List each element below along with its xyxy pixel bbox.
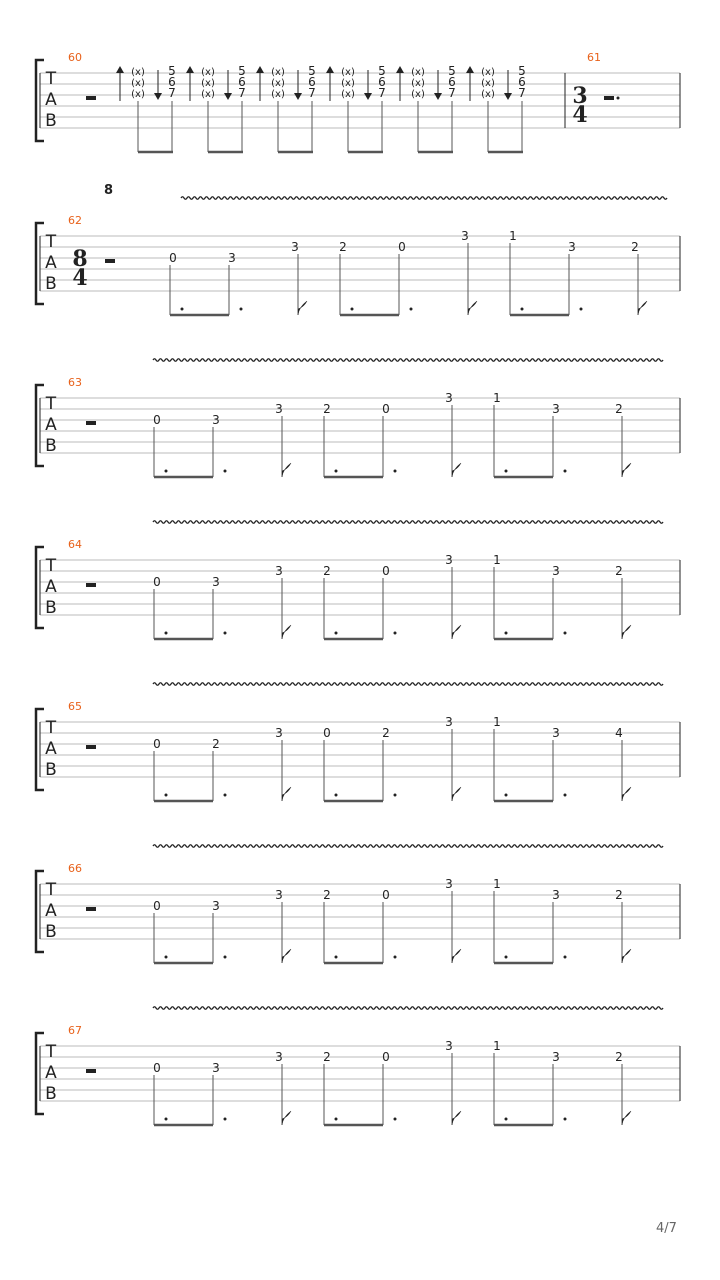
dot: [335, 632, 338, 635]
fret-number: 0: [169, 251, 177, 265]
dot: [505, 632, 508, 635]
fret-number: 0: [153, 1061, 161, 1075]
fret-number: 0: [382, 564, 390, 578]
fret-number: 0: [153, 737, 161, 751]
fret-number: 7: [518, 86, 526, 100]
fret-number: 3: [552, 888, 560, 902]
downstroke-arrowhead: [154, 93, 162, 100]
dot: [394, 1118, 397, 1121]
vibrato-line: [153, 521, 663, 524]
rest: [604, 96, 614, 100]
dot: [564, 956, 567, 959]
tab-clef-letter: A: [45, 577, 57, 597]
fret-number: 3: [552, 1050, 560, 1064]
time-signature-bottom: 4: [572, 102, 588, 128]
fret-number: 3: [275, 402, 283, 416]
dot: [564, 794, 567, 797]
upstroke-arrowhead: [466, 66, 474, 73]
measure-number: 61: [587, 51, 601, 64]
fret-number: 7: [448, 86, 456, 100]
fret-number: 0: [323, 726, 331, 740]
measure-number: 66: [68, 862, 82, 875]
muted-note: (x): [481, 67, 495, 78]
muted-note: (x): [411, 67, 425, 78]
fret-number: 6: [518, 75, 526, 89]
dot: [521, 308, 524, 311]
tab-clef-letter: T: [45, 394, 57, 414]
time-signature-bottom: 4: [72, 265, 88, 291]
dot: [165, 956, 168, 959]
note-flag: [282, 1111, 291, 1125]
note-flag: [452, 949, 461, 963]
dot: [505, 956, 508, 959]
muted-note: (x): [411, 78, 425, 89]
time-signature-top: 8: [72, 246, 88, 272]
muted-note: (x): [271, 78, 285, 89]
muted-note: (x): [131, 67, 145, 78]
fret-number: 2: [382, 726, 390, 740]
note-flag: [282, 949, 291, 963]
fret-number: 5: [308, 64, 316, 78]
fret-number: 5: [168, 64, 176, 78]
fret-number: 4: [615, 726, 623, 740]
vibrato-line: [181, 197, 667, 200]
note-flag: [452, 1111, 461, 1125]
note-flag: [298, 301, 307, 315]
note-flag: [622, 1111, 631, 1125]
upstroke-arrowhead: [396, 66, 404, 73]
vibrato-line: [153, 1007, 663, 1010]
fret-number: 2: [339, 240, 347, 254]
tab-clef-letter: A: [45, 253, 57, 273]
fret-number: 1: [493, 1039, 501, 1053]
fret-number: 7: [238, 86, 246, 100]
fret-number: 3: [275, 726, 283, 740]
fret-number: 3: [212, 1061, 220, 1075]
dot: [505, 1118, 508, 1121]
dot: [224, 1118, 227, 1121]
fret-number: 0: [153, 899, 161, 913]
muted-note: (x): [341, 89, 355, 100]
vibrato-line: [153, 845, 663, 848]
note-flag: [622, 787, 631, 801]
tab-clef-letter: B: [45, 922, 57, 942]
fret-number: 3: [445, 553, 453, 567]
measure-number: 62: [68, 214, 82, 227]
fret-number: 0: [382, 888, 390, 902]
fret-number: 0: [382, 402, 390, 416]
note-flag: [638, 301, 647, 315]
muted-note: (x): [341, 78, 355, 89]
note-flag: [282, 625, 291, 639]
fret-number: 0: [153, 575, 161, 589]
note-flag: [622, 949, 631, 963]
fret-number: 3: [212, 899, 220, 913]
fret-number: 6: [308, 75, 316, 89]
measure-number: 63: [68, 376, 82, 389]
dot: [165, 632, 168, 635]
dot: [564, 1118, 567, 1121]
downstroke-arrowhead: [504, 93, 512, 100]
rest: [86, 745, 96, 749]
dot: [224, 632, 227, 635]
ottava-mark: 8: [104, 183, 114, 198]
fret-number: 3: [445, 391, 453, 405]
fret-number: 3: [291, 240, 299, 254]
dot: [335, 956, 338, 959]
fret-number: 2: [212, 737, 220, 751]
fret-number: 3: [275, 1050, 283, 1064]
rest: [86, 96, 96, 100]
rest: [86, 583, 96, 587]
fret-number: 2: [615, 888, 623, 902]
dot: [410, 308, 413, 311]
dot: [335, 470, 338, 473]
dot: [580, 308, 583, 311]
tab-clef-letter: B: [45, 274, 57, 294]
upstroke-arrowhead: [326, 66, 334, 73]
fret-number: 5: [238, 64, 246, 78]
fret-number: 7: [168, 86, 176, 100]
fret-number: 1: [493, 391, 501, 405]
tab-clef-letter: B: [45, 1084, 57, 1104]
fret-number: 2: [323, 402, 331, 416]
fret-number: 3: [568, 240, 576, 254]
muted-note: (x): [271, 67, 285, 78]
dot: [505, 794, 508, 797]
dot: [564, 632, 567, 635]
upstroke-arrowhead: [116, 66, 124, 73]
tab-clef-letter: B: [45, 436, 57, 456]
downstroke-arrowhead: [294, 93, 302, 100]
muted-note: (x): [481, 89, 495, 100]
measure-number: 60: [68, 51, 82, 64]
fret-number: 3: [552, 726, 560, 740]
fret-number: 3: [552, 402, 560, 416]
dot: [181, 308, 184, 311]
page-number: 4/7: [656, 1221, 677, 1236]
fret-number: 3: [445, 877, 453, 891]
muted-note: (x): [411, 89, 425, 100]
fret-number: 5: [518, 64, 526, 78]
muted-note: (x): [201, 67, 215, 78]
fret-number: 6: [448, 75, 456, 89]
dot: [240, 308, 243, 311]
vibrato-line: [153, 683, 663, 686]
fret-number: 2: [323, 888, 331, 902]
muted-note: (x): [341, 67, 355, 78]
measure-number: 64: [68, 538, 82, 551]
time-signature-top: 3: [572, 83, 588, 109]
dot: [335, 1118, 338, 1121]
fret-number: 2: [631, 240, 639, 254]
muted-note: (x): [201, 78, 215, 89]
fret-number: 0: [398, 240, 406, 254]
dot: [394, 632, 397, 635]
fret-number: 6: [168, 75, 176, 89]
rest: [105, 259, 115, 263]
dot: [165, 470, 168, 473]
note-flag: [468, 301, 477, 315]
muted-note: (x): [131, 89, 145, 100]
downstroke-arrowhead: [434, 93, 442, 100]
fret-number: 7: [308, 86, 316, 100]
tab-clef-letter: T: [45, 1042, 57, 1062]
tab-clef-letter: A: [45, 739, 57, 759]
dot: [224, 956, 227, 959]
dot: [394, 956, 397, 959]
tab-clef-letter: T: [45, 69, 57, 89]
tab-clef-letter: A: [45, 901, 57, 921]
fret-number: 2: [615, 1050, 623, 1064]
measure-number: 65: [68, 700, 82, 713]
fret-number: 1: [493, 877, 501, 891]
fret-number: 3: [212, 413, 220, 427]
fret-number: 0: [382, 1050, 390, 1064]
fret-number: 3: [275, 888, 283, 902]
upstroke-arrowhead: [186, 66, 194, 73]
fret-number: 3: [552, 564, 560, 578]
rest-dot: [617, 97, 620, 100]
dot: [335, 794, 338, 797]
fret-number: 3: [445, 1039, 453, 1053]
dot: [351, 308, 354, 311]
rest: [86, 421, 96, 425]
note-flag: [282, 787, 291, 801]
dot: [394, 470, 397, 473]
note-flag: [622, 463, 631, 477]
muted-note: (x): [201, 89, 215, 100]
fret-number: 3: [228, 251, 236, 265]
dot: [394, 794, 397, 797]
fret-number: 3: [212, 575, 220, 589]
note-flag: [282, 463, 291, 477]
fret-number: 6: [238, 75, 246, 89]
upstroke-arrowhead: [256, 66, 264, 73]
tab-clef-letter: B: [45, 760, 57, 780]
dot: [165, 1118, 168, 1121]
fret-number: 5: [378, 64, 386, 78]
note-flag: [452, 463, 461, 477]
fret-number: 0: [153, 413, 161, 427]
tab-clef-letter: T: [45, 232, 57, 252]
tab-clef-letter: A: [45, 1063, 57, 1083]
fret-number: 2: [323, 564, 331, 578]
rest: [86, 907, 96, 911]
vibrato-line: [153, 359, 663, 362]
downstroke-arrowhead: [364, 93, 372, 100]
tab-clef-letter: B: [45, 598, 57, 618]
tab-clef-letter: T: [45, 880, 57, 900]
tab-clef-letter: A: [45, 415, 57, 435]
fret-number: 1: [509, 229, 517, 243]
tab-clef-letter: B: [45, 111, 57, 131]
dot: [224, 470, 227, 473]
fret-number: 2: [323, 1050, 331, 1064]
downstroke-arrowhead: [224, 93, 232, 100]
fret-number: 1: [493, 553, 501, 567]
note-flag: [452, 787, 461, 801]
fret-number: 3: [275, 564, 283, 578]
rest: [86, 1069, 96, 1073]
fret-number: 1: [493, 715, 501, 729]
dot: [505, 470, 508, 473]
fret-number: 2: [615, 564, 623, 578]
muted-note: (x): [131, 78, 145, 89]
dot: [165, 794, 168, 797]
dot: [564, 470, 567, 473]
muted-note: (x): [481, 78, 495, 89]
dot: [224, 794, 227, 797]
tab-clef-letter: T: [45, 718, 57, 738]
fret-number: 5: [448, 64, 456, 78]
fret-number: 7: [378, 86, 386, 100]
tab-clef-letter: A: [45, 90, 57, 110]
note-flag: [452, 625, 461, 639]
measure-number: 67: [68, 1024, 82, 1037]
fret-number: 6: [378, 75, 386, 89]
fret-number: 3: [461, 229, 469, 243]
fret-number: 2: [615, 402, 623, 416]
fret-number: 3: [445, 715, 453, 729]
tab-clef-letter: T: [45, 556, 57, 576]
muted-note: (x): [271, 89, 285, 100]
note-flag: [622, 625, 631, 639]
